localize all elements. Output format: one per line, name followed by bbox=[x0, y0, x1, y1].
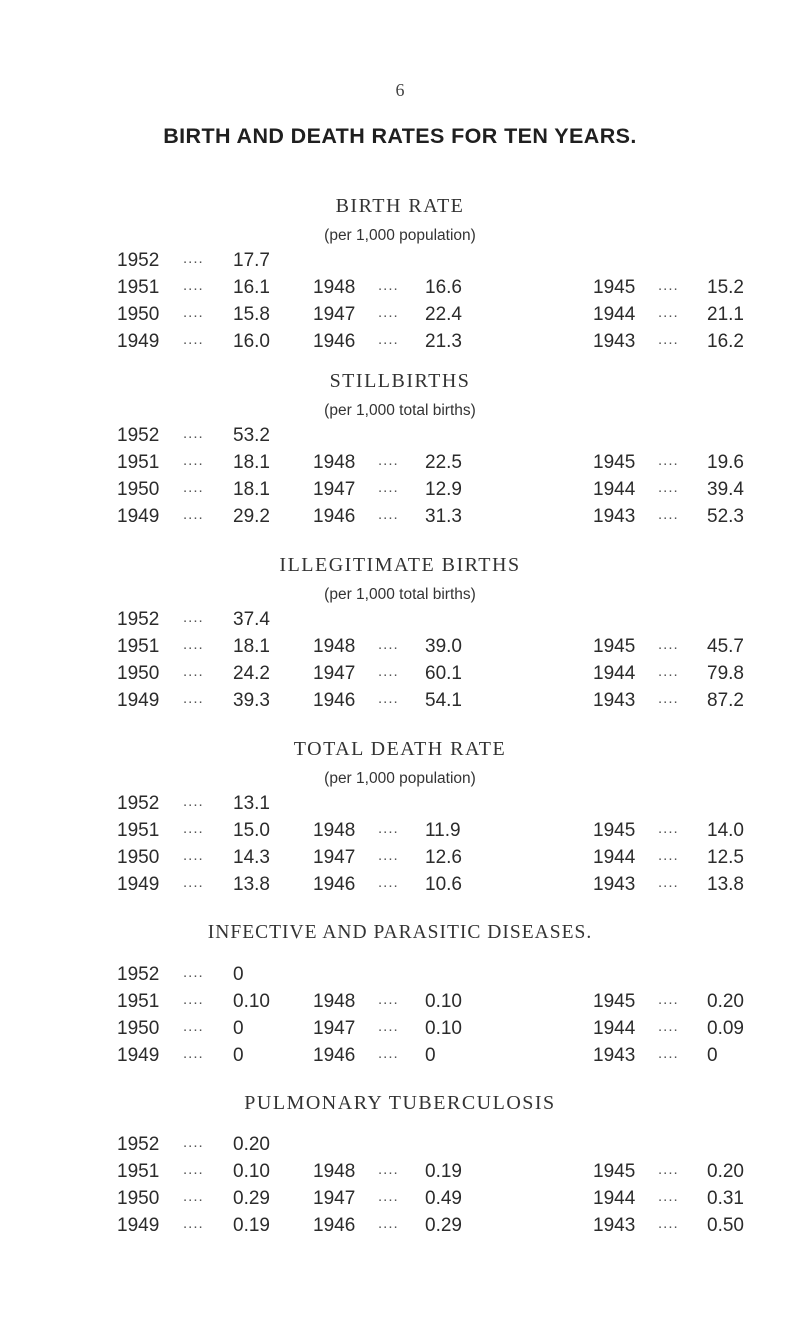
value-cell: 31.3 bbox=[425, 506, 462, 527]
year-cell: 1944 bbox=[593, 479, 636, 500]
value-cell: 0 bbox=[233, 964, 244, 985]
value-cell: 15.2 bbox=[707, 277, 744, 298]
leader-dots: .... bbox=[658, 506, 679, 523]
section-stillbirths bbox=[0, 370, 800, 555]
table-row bbox=[0, 636, 800, 662]
year-cell: 1943 bbox=[593, 690, 636, 711]
year-cell: 1943 bbox=[593, 874, 636, 895]
year-cell: 1943 bbox=[593, 506, 636, 527]
value-cell: 0.19 bbox=[233, 1215, 270, 1236]
leader-dots: .... bbox=[658, 479, 679, 496]
leader-dots: .... bbox=[658, 1018, 679, 1035]
value-cell: 22.4 bbox=[425, 304, 462, 325]
year-cell: 1949 bbox=[117, 331, 160, 352]
leader-dots: .... bbox=[658, 277, 679, 294]
leader-dots: .... bbox=[183, 991, 204, 1008]
leader-dots: .... bbox=[658, 847, 679, 864]
value-cell: 0.50 bbox=[707, 1215, 744, 1236]
year-cell: 1947 bbox=[313, 479, 356, 500]
leader-dots: .... bbox=[183, 1134, 204, 1151]
year-cell: 1950 bbox=[117, 1018, 160, 1039]
value-cell: 0.31 bbox=[707, 1188, 744, 1209]
value-cell: 37.4 bbox=[233, 609, 270, 630]
leader-dots: .... bbox=[183, 304, 204, 321]
leader-dots: .... bbox=[658, 820, 679, 837]
year-cell: 1947 bbox=[313, 1188, 356, 1209]
year-cell: 1945 bbox=[593, 636, 636, 657]
value-cell: 24.2 bbox=[233, 663, 270, 684]
section-birth-rate bbox=[0, 195, 800, 380]
value-cell: 79.8 bbox=[707, 663, 744, 684]
value-cell: 12.9 bbox=[425, 479, 462, 500]
leader-dots: .... bbox=[183, 1161, 204, 1178]
section-title: BIRTH RATE bbox=[335, 195, 465, 217]
year-cell: 1952 bbox=[117, 250, 160, 271]
section-title: TOTAL DEATH RATE bbox=[293, 738, 507, 760]
page-title: BIRTH AND DEATH RATES FOR TEN YEARS. bbox=[163, 124, 637, 148]
leader-dots: .... bbox=[658, 331, 679, 348]
leader-dots: .... bbox=[183, 636, 204, 653]
value-cell: 21.3 bbox=[425, 331, 462, 352]
value-cell: 45.7 bbox=[707, 636, 744, 657]
leader-dots: .... bbox=[378, 847, 399, 864]
year-cell: 1944 bbox=[593, 1188, 636, 1209]
table-row bbox=[0, 820, 800, 846]
table-row bbox=[0, 793, 800, 819]
year-cell: 1952 bbox=[117, 793, 160, 814]
value-cell: 12.6 bbox=[425, 847, 462, 868]
value-cell: 13.1 bbox=[233, 793, 270, 814]
year-cell: 1947 bbox=[313, 1018, 356, 1039]
year-cell: 1949 bbox=[117, 690, 160, 711]
section-title: PULMONARY TUBERCULOSIS bbox=[244, 1092, 556, 1114]
leader-dots: .... bbox=[378, 1045, 399, 1062]
year-cell: 1950 bbox=[117, 304, 160, 325]
value-cell: 0.20 bbox=[707, 991, 744, 1012]
leader-dots: .... bbox=[378, 277, 399, 294]
year-cell: 1950 bbox=[117, 1188, 160, 1209]
value-cell: 16.6 bbox=[425, 277, 462, 298]
year-cell: 1944 bbox=[593, 847, 636, 868]
leader-dots: .... bbox=[658, 636, 679, 653]
value-cell: 0 bbox=[425, 1045, 436, 1066]
section-infective-parasitic-diseases bbox=[0, 922, 800, 1107]
leader-dots: .... bbox=[378, 874, 399, 891]
value-cell: 60.1 bbox=[425, 663, 462, 684]
value-cell: 0.09 bbox=[707, 1018, 744, 1039]
leader-dots: .... bbox=[183, 452, 204, 469]
value-cell: 18.1 bbox=[233, 636, 270, 657]
leader-dots: .... bbox=[183, 506, 204, 523]
year-cell: 1947 bbox=[313, 304, 356, 325]
leader-dots: .... bbox=[183, 479, 204, 496]
leader-dots: .... bbox=[183, 1018, 204, 1035]
year-cell: 1946 bbox=[313, 874, 356, 895]
table-row bbox=[0, 1045, 800, 1071]
leader-dots: .... bbox=[183, 277, 204, 294]
value-cell: 18.1 bbox=[233, 479, 270, 500]
value-cell: 10.6 bbox=[425, 874, 462, 895]
year-cell: 1951 bbox=[117, 820, 160, 841]
section-subtitle: (per 1,000 total births) bbox=[324, 586, 476, 603]
leader-dots: .... bbox=[378, 636, 399, 653]
year-cell: 1946 bbox=[313, 1045, 356, 1066]
value-cell: 14.3 bbox=[233, 847, 270, 868]
section-total-death-rate bbox=[0, 738, 800, 923]
table-row bbox=[0, 1161, 800, 1187]
leader-dots: .... bbox=[183, 820, 204, 837]
year-cell: 1951 bbox=[117, 1161, 160, 1182]
value-cell: 53.2 bbox=[233, 425, 270, 446]
value-cell: 16.0 bbox=[233, 331, 270, 352]
value-cell: 15.0 bbox=[233, 820, 270, 841]
value-cell: 0.29 bbox=[425, 1215, 462, 1236]
year-cell: 1945 bbox=[593, 277, 636, 298]
value-cell: 39.4 bbox=[707, 479, 744, 500]
leader-dots: .... bbox=[183, 331, 204, 348]
leader-dots: .... bbox=[378, 1215, 399, 1232]
leader-dots: .... bbox=[378, 663, 399, 680]
leader-dots: .... bbox=[183, 847, 204, 864]
year-cell: 1945 bbox=[593, 1161, 636, 1182]
table-row bbox=[0, 425, 800, 451]
year-cell: 1948 bbox=[313, 636, 356, 657]
table-row bbox=[0, 690, 800, 716]
leader-dots: .... bbox=[183, 793, 204, 810]
leader-dots: .... bbox=[658, 452, 679, 469]
value-cell: 0.20 bbox=[233, 1134, 270, 1155]
leader-dots: .... bbox=[378, 479, 399, 496]
year-cell: 1943 bbox=[593, 1215, 636, 1236]
year-cell: 1944 bbox=[593, 304, 636, 325]
section-pulmonary-tuberculosis bbox=[0, 1092, 800, 1277]
value-cell: 0.10 bbox=[233, 991, 270, 1012]
table-row bbox=[0, 1134, 800, 1160]
leader-dots: .... bbox=[183, 663, 204, 680]
value-cell: 87.2 bbox=[707, 690, 744, 711]
leader-dots: .... bbox=[658, 874, 679, 891]
leader-dots: .... bbox=[183, 1215, 204, 1232]
year-cell: 1943 bbox=[593, 331, 636, 352]
leader-dots: .... bbox=[378, 690, 399, 707]
year-cell: 1945 bbox=[593, 452, 636, 473]
value-cell: 0.49 bbox=[425, 1188, 462, 1209]
year-cell: 1948 bbox=[313, 820, 356, 841]
leader-dots: .... bbox=[378, 991, 399, 1008]
table-row bbox=[0, 847, 800, 873]
leader-dots: .... bbox=[378, 820, 399, 837]
value-cell: 14.0 bbox=[707, 820, 744, 841]
year-cell: 1944 bbox=[593, 663, 636, 684]
table-row bbox=[0, 277, 800, 303]
value-cell: 0.10 bbox=[425, 991, 462, 1012]
leader-dots: .... bbox=[658, 1161, 679, 1178]
leader-dots: .... bbox=[658, 304, 679, 321]
section-title: STILLBIRTHS bbox=[329, 370, 471, 392]
value-cell: 18.1 bbox=[233, 452, 270, 473]
year-cell: 1945 bbox=[593, 991, 636, 1012]
leader-dots: .... bbox=[658, 1188, 679, 1205]
value-cell: 0.10 bbox=[233, 1161, 270, 1182]
year-cell: 1948 bbox=[313, 277, 356, 298]
value-cell: 39.3 bbox=[233, 690, 270, 711]
leader-dots: .... bbox=[183, 250, 204, 267]
value-cell: 15.8 bbox=[233, 304, 270, 325]
year-cell: 1948 bbox=[313, 991, 356, 1012]
section-illegitimate-births bbox=[0, 554, 800, 739]
value-cell: 22.5 bbox=[425, 452, 462, 473]
leader-dots: .... bbox=[378, 506, 399, 523]
leader-dots: .... bbox=[658, 663, 679, 680]
year-cell: 1947 bbox=[313, 847, 356, 868]
table-row bbox=[0, 609, 800, 635]
year-cell: 1949 bbox=[117, 1215, 160, 1236]
page-number: 6 bbox=[395, 80, 405, 100]
value-cell: 29.2 bbox=[233, 506, 270, 527]
value-cell: 21.1 bbox=[707, 304, 744, 325]
table-row bbox=[0, 663, 800, 689]
section-title: INFECTIVE AND PARASITIC DISEASES. bbox=[207, 922, 593, 943]
table-row bbox=[0, 1215, 800, 1241]
table-row bbox=[0, 304, 800, 330]
value-cell: 16.2 bbox=[707, 331, 744, 352]
leader-dots: .... bbox=[183, 964, 204, 981]
table-row bbox=[0, 874, 800, 900]
year-cell: 1949 bbox=[117, 506, 160, 527]
leader-dots: .... bbox=[183, 690, 204, 707]
year-cell: 1945 bbox=[593, 820, 636, 841]
section-subtitle: (per 1,000 population) bbox=[324, 227, 476, 244]
year-cell: 1946 bbox=[313, 506, 356, 527]
leader-dots: .... bbox=[183, 609, 204, 626]
leader-dots: .... bbox=[378, 1018, 399, 1035]
value-cell: 17.7 bbox=[233, 250, 270, 271]
value-cell: 0 bbox=[707, 1045, 718, 1066]
year-cell: 1952 bbox=[117, 1134, 160, 1155]
value-cell: 13.8 bbox=[707, 874, 744, 895]
value-cell: 13.8 bbox=[233, 874, 270, 895]
leader-dots: .... bbox=[658, 991, 679, 1008]
year-cell: 1950 bbox=[117, 479, 160, 500]
section-title: ILLEGITIMATE BIRTHS bbox=[279, 554, 521, 576]
section-subtitle: (per 1,000 total births) bbox=[324, 402, 476, 419]
value-cell: 39.0 bbox=[425, 636, 462, 657]
year-cell: 1951 bbox=[117, 991, 160, 1012]
table-row bbox=[0, 506, 800, 532]
leader-dots: .... bbox=[378, 1188, 399, 1205]
value-cell: 52.3 bbox=[707, 506, 744, 527]
table-row bbox=[0, 331, 800, 357]
year-cell: 1951 bbox=[117, 636, 160, 657]
leader-dots: .... bbox=[378, 304, 399, 321]
year-cell: 1946 bbox=[313, 690, 356, 711]
leader-dots: .... bbox=[658, 1215, 679, 1232]
leader-dots: .... bbox=[183, 425, 204, 442]
year-cell: 1948 bbox=[313, 452, 356, 473]
year-cell: 1949 bbox=[117, 874, 160, 895]
value-cell: 12.5 bbox=[707, 847, 744, 868]
year-cell: 1950 bbox=[117, 663, 160, 684]
value-cell: 0.29 bbox=[233, 1188, 270, 1209]
leader-dots: .... bbox=[183, 874, 204, 891]
table-row bbox=[0, 991, 800, 1017]
leader-dots: .... bbox=[658, 1045, 679, 1062]
value-cell: 54.1 bbox=[425, 690, 462, 711]
year-cell: 1949 bbox=[117, 1045, 160, 1066]
year-cell: 1951 bbox=[117, 277, 160, 298]
year-cell: 1951 bbox=[117, 452, 160, 473]
value-cell: 0.19 bbox=[425, 1161, 462, 1182]
section-subtitle: (per 1,000 population) bbox=[324, 770, 476, 787]
table-row bbox=[0, 1018, 800, 1044]
leader-dots: .... bbox=[183, 1188, 204, 1205]
leader-dots: .... bbox=[183, 1045, 204, 1062]
leader-dots: .... bbox=[378, 452, 399, 469]
value-cell: 19.6 bbox=[707, 452, 744, 473]
leader-dots: .... bbox=[658, 690, 679, 707]
value-cell: 0.10 bbox=[425, 1018, 462, 1039]
year-cell: 1952 bbox=[117, 964, 160, 985]
year-cell: 1947 bbox=[313, 663, 356, 684]
table-row bbox=[0, 250, 800, 276]
year-cell: 1946 bbox=[313, 331, 356, 352]
table-row bbox=[0, 479, 800, 505]
year-cell: 1943 bbox=[593, 1045, 636, 1066]
year-cell: 1952 bbox=[117, 425, 160, 446]
value-cell: 16.1 bbox=[233, 277, 270, 298]
table-row bbox=[0, 452, 800, 478]
value-cell: 11.9 bbox=[425, 820, 461, 841]
year-cell: 1950 bbox=[117, 847, 160, 868]
year-cell: 1944 bbox=[593, 1018, 636, 1039]
leader-dots: .... bbox=[378, 1161, 399, 1178]
table-row bbox=[0, 964, 800, 990]
year-cell: 1946 bbox=[313, 1215, 356, 1236]
table-row bbox=[0, 1188, 800, 1214]
value-cell: 0.20 bbox=[707, 1161, 744, 1182]
value-cell: 0 bbox=[233, 1018, 244, 1039]
leader-dots: .... bbox=[378, 331, 399, 348]
year-cell: 1948 bbox=[313, 1161, 356, 1182]
value-cell: 0 bbox=[233, 1045, 244, 1066]
year-cell: 1952 bbox=[117, 609, 160, 630]
